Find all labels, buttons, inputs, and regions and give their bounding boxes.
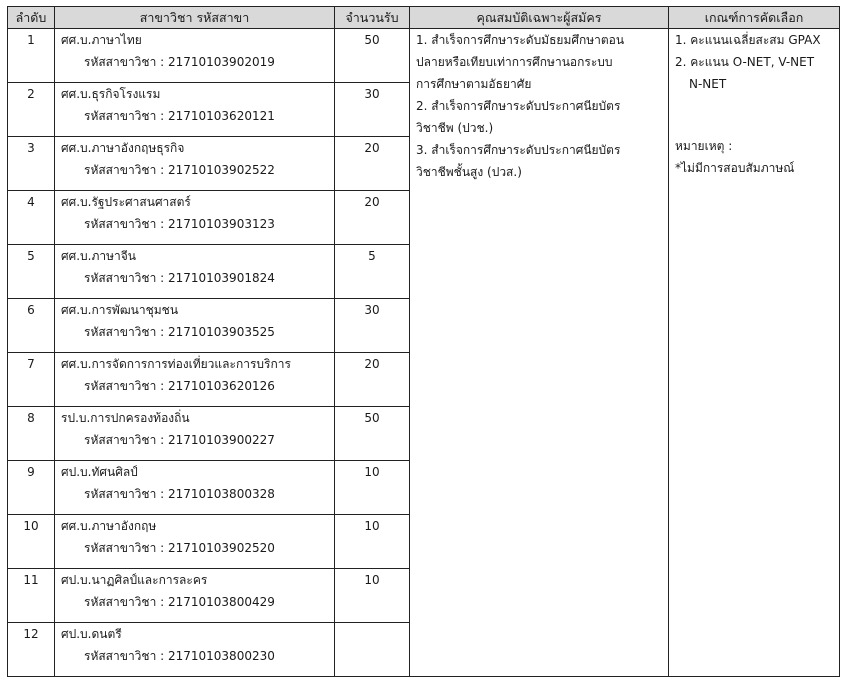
seats-cell: 20 bbox=[335, 353, 410, 407]
row-number: 2 bbox=[8, 83, 55, 137]
note-text: *ไม่มีการสอบสัมภาษณ์ bbox=[675, 161, 795, 175]
row-number: 4 bbox=[8, 191, 55, 245]
program-code: รหัสสาขาวิชา : 21710103903123 bbox=[84, 217, 275, 231]
seats-cell: 50 bbox=[335, 29, 410, 83]
program-name: ศศ.บ.ภาษาไทย bbox=[61, 33, 142, 47]
program-name: ศศ.บ.การจัดการการท่องเที่ยวและการบริการ bbox=[61, 357, 291, 371]
program-code: รหัสสาขาวิชา : 21710103902520 bbox=[84, 541, 275, 555]
program-name: ศป.บ.นาฏศิลป์และการละคร bbox=[61, 573, 208, 587]
header-program: สาขาวิชา รหัสสาขา bbox=[55, 7, 335, 29]
row-number: 5 bbox=[8, 245, 55, 299]
row-number: 11 bbox=[8, 569, 55, 623]
row-number: 6 bbox=[8, 299, 55, 353]
criteria-line: 2. คะแนน O-NET, V-NET bbox=[675, 55, 815, 69]
seats-cell: 20 bbox=[335, 191, 410, 245]
qualification-line: 3. สำเร็จการศึกษาระดับประกาศนียบัตร bbox=[416, 143, 621, 157]
criteria-spacer bbox=[675, 95, 839, 135]
program-code: รหัสสาขาวิชา : 21710103620126 bbox=[84, 379, 275, 393]
program-name: ศศ.บ.ภาษาอังกฤษธุรกิจ bbox=[61, 141, 185, 155]
program-name: ศป.บ.ดนตรี bbox=[61, 627, 122, 641]
row-number: 12 bbox=[8, 623, 55, 677]
program-cell bbox=[55, 569, 335, 623]
program-code: รหัสสาขาวิชา : 21710103902522 bbox=[84, 163, 275, 177]
program-name: ศศ.บ.ภาษาจีน bbox=[61, 249, 137, 263]
table-row bbox=[8, 29, 840, 83]
row-number: 1 bbox=[8, 29, 55, 83]
row-number: 9 bbox=[8, 461, 55, 515]
program-name: รป.บ.การปกครองท้องถิ่น bbox=[61, 411, 190, 425]
program-cell bbox=[55, 83, 335, 137]
program-cell bbox=[55, 299, 335, 353]
program-cell bbox=[55, 353, 335, 407]
program-code: รหัสสาขาวิชา : 21710103900227 bbox=[84, 433, 275, 447]
seats-cell bbox=[335, 623, 410, 677]
seats-cell: 30 bbox=[335, 83, 410, 137]
criteria-line: 1. คะแนนเฉลี่ยสะสม GPAX bbox=[675, 33, 821, 47]
qualification-line: การศึกษาตามอัธยาศัย bbox=[416, 77, 532, 91]
header-row bbox=[8, 7, 840, 29]
program-name: ศศ.บ.ภาษาอังกฤษ bbox=[61, 519, 157, 533]
header-seats: จำนวนรับ bbox=[335, 7, 410, 29]
program-code: รหัสสาขาวิชา : 21710103800429 bbox=[84, 595, 275, 609]
row-number: 3 bbox=[8, 137, 55, 191]
program-code: รหัสสาขาวิชา : 21710103901824 bbox=[84, 271, 275, 285]
program-cell bbox=[55, 461, 335, 515]
program-cell bbox=[55, 407, 335, 461]
seats-cell: 30 bbox=[335, 299, 410, 353]
qualification-line: วิชาชีพชั้นสูง (ปวส.) bbox=[416, 165, 522, 179]
qualification-line: 2. สำเร็จการศึกษาระดับประกาศนียบัตร bbox=[416, 99, 621, 113]
program-cell bbox=[55, 515, 335, 569]
note-label: หมายเหตุ : bbox=[675, 139, 733, 153]
qualification-line: 1. สำเร็จการศึกษาระดับมัธยมศึกษาตอน bbox=[416, 33, 625, 47]
program-code: รหัสสาขาวิชา : 21710103903525 bbox=[84, 325, 275, 339]
program-code: รหัสสาขาวิชา : 21710103800328 bbox=[84, 487, 275, 501]
row-number: 8 bbox=[8, 407, 55, 461]
criteria-cell bbox=[669, 29, 840, 677]
program-cell bbox=[55, 137, 335, 191]
criteria-line: N-NET bbox=[689, 77, 727, 91]
seats-cell: 5 bbox=[335, 245, 410, 299]
program-cell bbox=[55, 245, 335, 299]
program-name: ศศ.บ.การพัฒนาชุมชน bbox=[61, 303, 179, 317]
program-cell bbox=[55, 623, 335, 677]
program-name: ศศ.บ.ธุรกิจโรงแรม bbox=[61, 87, 161, 101]
program-name: ศป.บ.ทัศนศิลป์ bbox=[61, 465, 138, 479]
qualification-line: วิชาชีพ (ปวช.) bbox=[416, 121, 494, 135]
program-code: รหัสสาขาวิชา : 21710103902019 bbox=[84, 55, 275, 69]
header-qualifications: คุณสมบัติเฉพาะผู้สมัคร bbox=[410, 7, 669, 29]
seats-cell: 50 bbox=[335, 407, 410, 461]
seats-cell: 10 bbox=[335, 515, 410, 569]
seats-cell: 10 bbox=[335, 569, 410, 623]
qualifications-cell bbox=[410, 29, 669, 677]
admission-table bbox=[7, 6, 840, 677]
program-code: รหัสสาขาวิชา : 21710103620121 bbox=[84, 109, 275, 123]
qualification-line: ปลายหรือเทียบเท่าการศึกษานอกระบบ bbox=[416, 55, 613, 69]
header-no: ลำดับ bbox=[8, 7, 55, 29]
row-number: 7 bbox=[8, 353, 55, 407]
seats-cell: 10 bbox=[335, 461, 410, 515]
program-cell bbox=[55, 191, 335, 245]
program-code: รหัสสาขาวิชา : 21710103800230 bbox=[84, 649, 275, 663]
program-cell bbox=[55, 29, 335, 83]
seats-cell: 20 bbox=[335, 137, 410, 191]
header-criteria: เกณฑ์การคัดเลือก bbox=[669, 7, 840, 29]
row-number: 10 bbox=[8, 515, 55, 569]
program-name: ศศ.บ.รัฐประศาสนศาสตร์ bbox=[61, 195, 191, 209]
